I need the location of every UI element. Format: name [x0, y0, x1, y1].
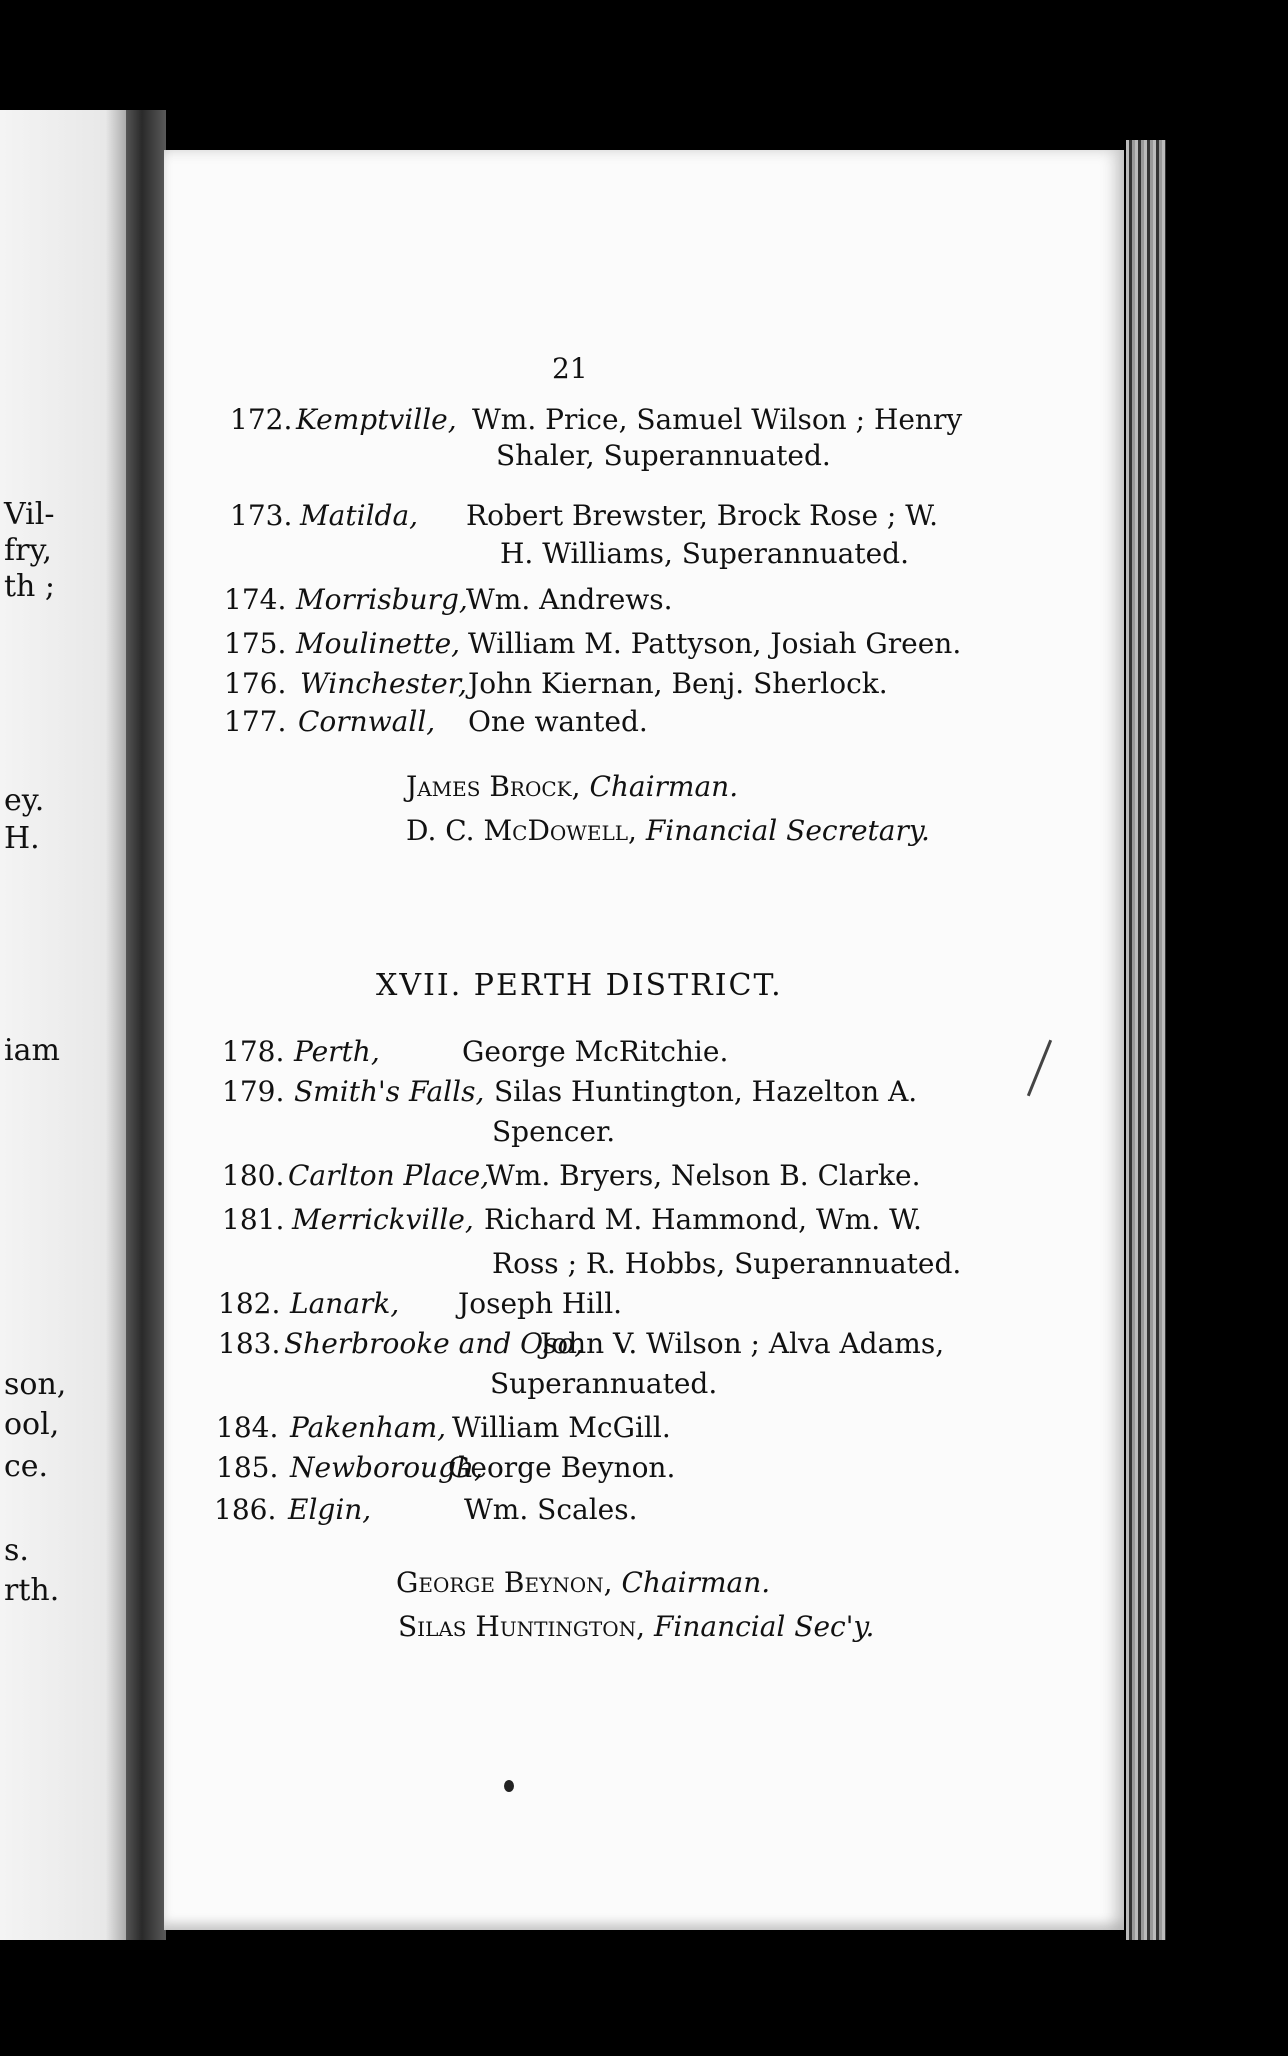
page-edges — [1126, 140, 1166, 1940]
entry-place: Kemptville, — [296, 403, 457, 436]
list-item — [222, 1203, 962, 1280]
secretary-name: D. C. McDowell, — [406, 814, 637, 847]
entry-continuation: H. Williams, Superannuated. — [500, 537, 909, 570]
entry-place: Merrickville, — [292, 1203, 474, 1236]
ink-spot — [504, 1780, 514, 1792]
left-page-fragment: ce. — [4, 1449, 49, 1484]
entry-number: 174. — [224, 583, 287, 616]
secretary-name: Silas Huntington, — [398, 1610, 646, 1643]
entry-place: Perth, — [294, 1035, 380, 1068]
list-item — [218, 1328, 958, 1398]
entry-number: 181. — [222, 1203, 285, 1236]
list-item — [224, 706, 924, 740]
chairman-signature — [406, 770, 738, 803]
entry-continuation: Shaler, Superannuated. — [496, 439, 831, 472]
entry-place: Winchester, — [300, 667, 467, 700]
entry-names: One wanted. — [468, 705, 648, 738]
entry-number: 183. — [218, 1327, 281, 1360]
chairman-title: Chairman. — [621, 1566, 771, 1599]
entry-names: Richard M. Hammond, Wm. W. — [484, 1203, 922, 1236]
secretary-signature — [406, 814, 930, 847]
entry-number: 182. — [218, 1287, 281, 1320]
book-gutter — [126, 110, 166, 1940]
entry-names: Joseph Hill. — [458, 1287, 623, 1320]
entry-number: 178. — [222, 1035, 285, 1068]
list-item — [230, 499, 939, 570]
entry-place: Elgin, — [288, 1493, 372, 1526]
entry-place: Lanark, — [290, 1287, 400, 1320]
entry-names: Wm. Scales. — [464, 1493, 638, 1526]
entry-names: William M. Pattyson, Josiah Green. — [468, 627, 962, 660]
entry-continuation: Superannuated. — [490, 1367, 718, 1400]
left-facing-page — [0, 110, 132, 1940]
list-item — [224, 627, 962, 662]
entry-place: Cornwall, — [298, 705, 436, 738]
left-page-fragment: Vil- — [4, 497, 55, 532]
entry-names: Wm. Price, Samuel Wilson ; Henry — [472, 403, 963, 436]
entry-names: Wm. Bryers, Nelson B. Clarke. — [486, 1159, 921, 1192]
chairman-title: Chairman. — [589, 770, 739, 803]
secretary-signature — [398, 1610, 874, 1643]
left-page-fragment: H. — [4, 821, 40, 856]
list-item — [222, 1036, 942, 1070]
entry-number: 179. — [222, 1075, 285, 1108]
list-item — [224, 668, 924, 702]
entry-continuation: Ross ; R. Hobbs, Superannuated. — [492, 1247, 962, 1280]
entry-number: 175. — [224, 627, 287, 660]
entry-names: John Kiernan, Benj. Sherlock. — [468, 667, 888, 700]
left-page-fragment: ey. — [4, 783, 45, 818]
entry-names: George Beynon. — [448, 1451, 676, 1484]
entry-names: John V. Wilson ; Alva Adams, — [540, 1327, 945, 1360]
entry-number: 176. — [224, 667, 287, 700]
chairman-name: James Brock, — [406, 770, 581, 803]
entry-place: Pakenham, — [290, 1411, 447, 1444]
list-item — [216, 1452, 936, 1486]
secretary-title: Financial Sec'y. — [653, 1610, 875, 1643]
entry-place: Smith's Falls, — [294, 1075, 485, 1108]
entry-place: Sherbrooke and Oso, — [284, 1327, 584, 1360]
list-item — [216, 1412, 936, 1446]
entry-names: William McGill. — [452, 1411, 671, 1444]
entry-place: Moulinette, — [296, 627, 461, 660]
left-page-fragment: ool, — [4, 1407, 60, 1442]
left-page-fragment: s. — [4, 1533, 29, 1568]
entry-names: Silas Huntington, Hazelton A. — [494, 1075, 918, 1108]
entry-place: Morrisburg, — [296, 583, 468, 616]
left-page-fragment: iam — [4, 1033, 60, 1068]
list-item — [224, 584, 924, 618]
entry-names: Wm. Andrews. — [466, 583, 673, 616]
left-page-fragment: rth. — [4, 1573, 60, 1608]
left-page-fragment: th ; — [4, 569, 56, 604]
entry-names: George McRitchie. — [462, 1035, 729, 1068]
list-item — [218, 1288, 938, 1322]
page-number: 21 — [552, 352, 588, 385]
list-item — [222, 1160, 942, 1194]
list-item — [230, 403, 963, 472]
entry-names: Robert Brewster, Brock Rose ; W. — [466, 499, 939, 532]
entry-number: 186. — [214, 1493, 277, 1526]
entry-continuation: Spencer. — [492, 1115, 616, 1148]
entry-number: 173. — [230, 499, 293, 532]
left-page-fragment: fry, — [4, 533, 52, 568]
entry-number: 177. — [224, 705, 287, 738]
entry-place: Matilda, — [300, 499, 419, 532]
left-page-fragment: son, — [4, 1367, 67, 1402]
chairman-name: George Beynon, — [396, 1566, 613, 1599]
secretary-title: Financial Secretary. — [645, 814, 930, 847]
list-item — [214, 1494, 934, 1528]
entry-number: 185. — [216, 1451, 279, 1484]
entry-place: Carlton Place, — [288, 1159, 490, 1192]
list-item — [222, 1076, 942, 1146]
entry-place: Newborough, — [290, 1451, 483, 1484]
entry-number: 172. — [230, 403, 293, 436]
district-heading: XVII. PERTH DISTRICT. — [376, 968, 783, 1003]
entry-number: 184. — [216, 1411, 279, 1444]
entry-number: 180. — [222, 1159, 285, 1192]
chairman-signature — [396, 1566, 770, 1599]
